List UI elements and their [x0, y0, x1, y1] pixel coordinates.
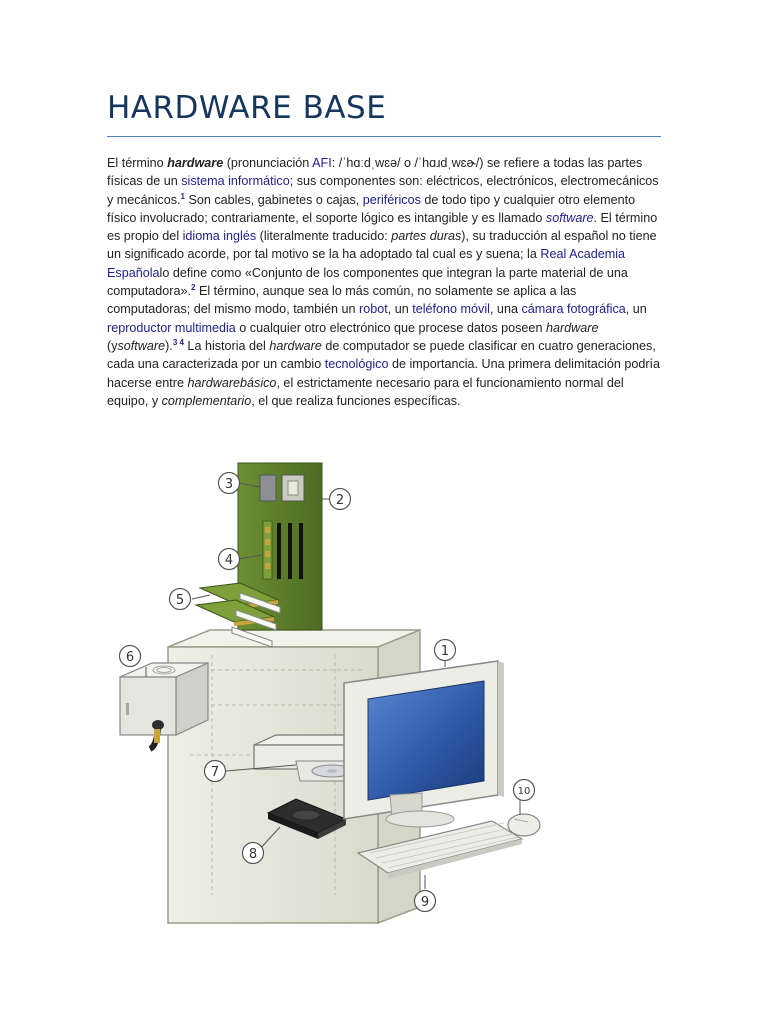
- link-camara-fotografica[interactable]: cámara fotográfica: [521, 302, 626, 317]
- svg-text:3: 3: [224, 477, 234, 492]
- text-run: de importancia. Una primera delimitación podría hacerse entre: [107, 357, 661, 390]
- text-run: de todo tipo y cualquier otro elemento físico involucrado; contrariamente, el soporte lógico es intangible y es llamado: [107, 192, 636, 225]
- cpu-chip: [260, 475, 276, 501]
- text-run: (pronunciación: [223, 156, 313, 170]
- text-run: lo define como «Conjunto de los componentes que integran la parte material de una computadora».: [107, 265, 628, 299]
- callout-2: [330, 489, 351, 510]
- link-software-text: software: [545, 210, 594, 225]
- term-hardware: hardware: [269, 338, 322, 353]
- svg-text:2: 2: [335, 493, 345, 508]
- text-run: , un: [625, 302, 647, 317]
- svg-text:7: 7: [210, 765, 220, 780]
- link-real-academia[interactable]: Real Academia Española: [107, 247, 626, 280]
- text-run: , el que realiza funciones específicas.: [251, 393, 461, 408]
- callout-1: [435, 640, 456, 661]
- svg-text:9: 9: [420, 895, 430, 910]
- text-run: de computador se puede clasificar en cuatro generaciones, cada una caracterizada por un cambio: [107, 338, 656, 372]
- text-run: ), su traducción al español no tiene un significado acorde, por tal motivo se la ha adoptado tal cual es y suena; la: [107, 229, 657, 262]
- text-run: El término, aunque sea lo más común, no solamente se aplica a las computadoras; del mismo modo, también un: [107, 284, 577, 317]
- ram-slots: [277, 523, 303, 579]
- mouse: [508, 814, 540, 836]
- svg-text:1: 1: [440, 644, 450, 659]
- link-telefono-movil[interactable]: teléfono móvil: [412, 302, 490, 317]
- text-run: ).: [165, 338, 173, 353]
- term-software: software: [117, 338, 166, 353]
- term-complementario: complementario: [161, 393, 252, 408]
- text-run: , una: [489, 302, 522, 317]
- text-run: o cualquier otro electrónico que procese datos poseen: [235, 320, 546, 335]
- text-run: (y: [107, 338, 118, 353]
- svg-text:4: 4: [224, 553, 234, 568]
- title-divider: [107, 136, 661, 137]
- svg-text:8: 8: [248, 847, 258, 862]
- intro-paragraph: [107, 154, 663, 410]
- link-idioma-ingles[interactable]: idioma inglés: [182, 229, 257, 244]
- callout-10: [514, 780, 535, 801]
- text-run: , el estrictamente necesario para el funcionamiento normal del equipo, y: [107, 375, 624, 408]
- text-run: La historia del: [183, 338, 270, 353]
- term-partes-duras: partes duras: [391, 229, 462, 244]
- callout-5: [170, 589, 191, 610]
- svg-text:6: 6: [125, 650, 135, 665]
- footnote-1[interactable]: 1: [180, 191, 185, 201]
- link-software[interactable]: [546, 211, 594, 225]
- footnote-2[interactable]: 2: [191, 282, 196, 292]
- hardware-illustration: [100, 455, 560, 925]
- ram-module: [263, 521, 272, 579]
- text-run: El término: [107, 156, 168, 170]
- callout-6: [120, 646, 141, 667]
- link-robot[interactable]: robot: [359, 302, 388, 317]
- term-hardware: hardware: [545, 320, 599, 335]
- text-run: . El término es propio del: [107, 210, 658, 244]
- link-sistema-informatico[interactable]: sistema informático: [181, 174, 290, 189]
- text-run: ; sus componentes son: eléctricos, electrónicos, electromecánicos y mecánicos.: [107, 174, 659, 207]
- link-tecnologico[interactable]: tecnológico: [324, 357, 389, 372]
- text-run: (literalmente traducido:: [256, 229, 392, 244]
- callout-9: [415, 891, 436, 912]
- link-afi[interactable]: AFI: [312, 156, 332, 170]
- svg-text:10: 10: [517, 786, 531, 797]
- text-run: , un: [387, 302, 413, 317]
- monitor: [344, 661, 504, 827]
- callout-4: [219, 549, 240, 570]
- text-run: : /ˈhɑːdˌwɛə/ o /ˈhɑɹdˌwɛɚ/) se refiere a todas las partes físicas de un: [107, 156, 643, 189]
- callout-7: [205, 761, 226, 782]
- callout-3: [219, 473, 240, 494]
- callout-8: [243, 843, 264, 864]
- text-run: Son cables, gabinetes o cajas,: [184, 192, 363, 207]
- footnote-3-4[interactable]: 3 4: [172, 337, 184, 347]
- term-hardware: hardware: [167, 156, 224, 170]
- hardware-diagram: [100, 455, 560, 925]
- svg-text:5: 5: [175, 593, 185, 608]
- page-title: HARDWARE BASE: [107, 90, 387, 126]
- link-perifericos[interactable]: periféricos: [362, 192, 421, 207]
- term-hardwarebasico: hardwarebásico: [187, 375, 277, 390]
- link-reproductor-multimedia[interactable]: reproductor multimedia: [107, 320, 236, 335]
